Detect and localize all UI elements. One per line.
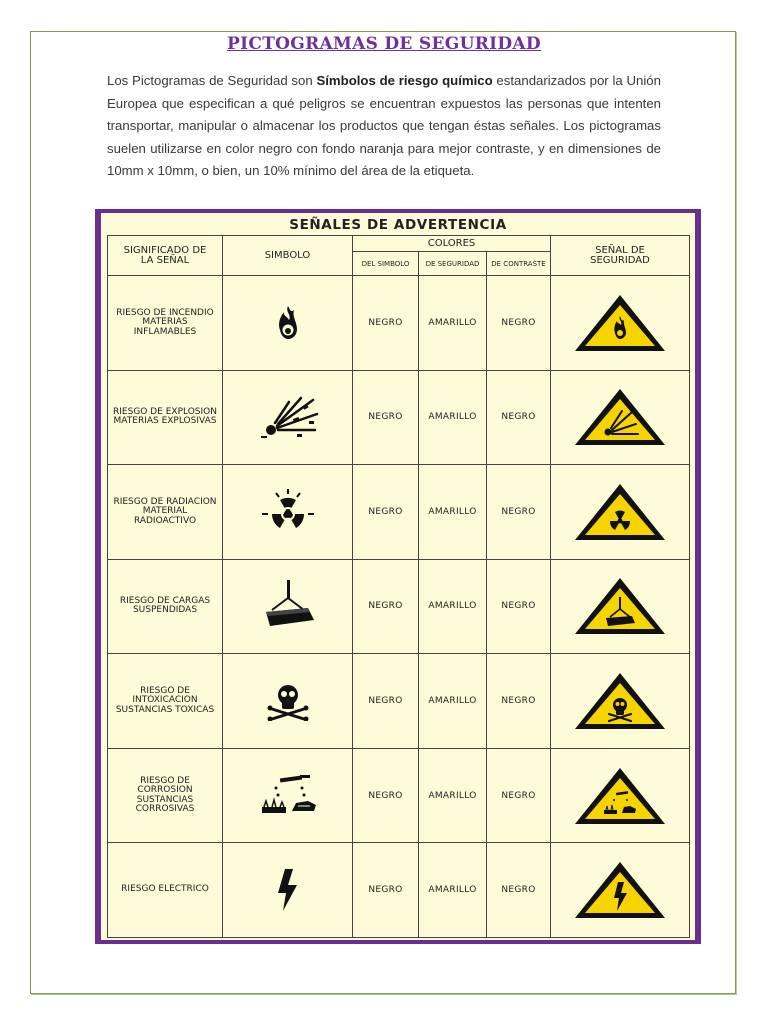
- row-symbol: [223, 559, 353, 654]
- radiation-icon: [258, 487, 318, 537]
- row-symbol: [223, 654, 353, 749]
- row-symbol-color: NEGRO: [353, 843, 419, 938]
- table-row: [108, 654, 690, 749]
- intro-text-end: estandarizados por la Unión Europea que especifican a qué peligros se encuentran expuestos las personas que intenten transportar, manipular o almacenar los productos que tengan éstas señales. Los pictogramas suelen utilizarse en color negro con fondo naranja para mejor contraste, y en dimensiones de 10mm x 10mm, o bien, un 10% mínimo del área de la etiqueta.: [107, 73, 661, 179]
- row-symbol-color: NEGRO: [353, 276, 419, 371]
- corrosion-warning-sign-icon: [572, 765, 668, 827]
- row-safety-color: AMARILLO: [419, 559, 487, 654]
- row-contrast-color: NEGRO: [487, 276, 551, 371]
- suspended-load-warning-sign-icon: [572, 575, 668, 637]
- row-symbol: [223, 843, 353, 938]
- row-contrast-color: NEGRO: [487, 370, 551, 465]
- radiation-warning-sign-icon: [572, 481, 668, 543]
- row-symbol-color: NEGRO: [353, 370, 419, 465]
- row-safety-color: AMARILLO: [419, 465, 487, 560]
- header-row: [108, 236, 690, 252]
- figure-paper: [101, 213, 695, 940]
- header-meaning: SIGNIFICADO DE LA SEÑAL: [108, 236, 223, 276]
- flame-icon: [268, 303, 308, 343]
- row-meaning: RIESGO DE EXPLOSION MATERIAS EXPLOSIVAS: [108, 370, 223, 465]
- table-row: [108, 843, 690, 938]
- header-color-safety: DE SEGURIDAD: [419, 252, 487, 276]
- header-color-contrast: DE CONTRASTE: [487, 252, 551, 276]
- row-sign: [551, 843, 690, 938]
- warning-signs-table: [107, 235, 690, 938]
- row-symbol-color: NEGRO: [353, 748, 419, 843]
- row-symbol-color: NEGRO: [353, 559, 419, 654]
- row-safety-color: AMARILLO: [419, 843, 487, 938]
- row-meaning: RIESGO DE RADIACION MATERIAL RADIOACTIVO: [108, 465, 223, 560]
- table-row: [108, 748, 690, 843]
- corrosion-icon: [256, 773, 320, 819]
- intro-paragraph: [107, 70, 661, 183]
- header-symbol: SIMBOLO: [223, 236, 353, 276]
- row-safety-color: AMARILLO: [419, 276, 487, 371]
- table-row: [108, 559, 690, 654]
- row-sign: [551, 465, 690, 560]
- skull-icon: [266, 681, 310, 721]
- row-sign: [551, 559, 690, 654]
- row-sign: [551, 748, 690, 843]
- table-row: [108, 276, 690, 371]
- lightning-warning-sign-icon: [572, 859, 668, 921]
- intro-bold-term: Símbolos de riesgo químico: [316, 73, 493, 88]
- table-row: [108, 370, 690, 465]
- row-meaning: RIESGO DE CORROSION SUSTANCIAS CORROSIVAS: [108, 748, 223, 843]
- header-color-symbol: DEL SIMBOLO: [353, 252, 419, 276]
- header-sign: SEÑAL DE SEGURIDAD: [551, 236, 690, 276]
- intro-text-start: Los Pictogramas de Seguridad son: [107, 73, 317, 88]
- skull-warning-sign-icon: [572, 670, 668, 732]
- row-symbol-color: NEGRO: [353, 465, 419, 560]
- row-meaning: RIESGO DE INCENDIO MATERIAS INFLAMABLES: [108, 276, 223, 371]
- row-contrast-color: NEGRO: [487, 559, 551, 654]
- figure-title: SEÑALES DE ADVERTENCIA: [289, 217, 507, 233]
- row-sign: [551, 276, 690, 371]
- row-safety-color: AMARILLO: [419, 370, 487, 465]
- explosion-warning-sign-icon: [572, 386, 668, 448]
- row-contrast-color: NEGRO: [487, 843, 551, 938]
- row-sign: [551, 654, 690, 749]
- row-symbol: [223, 370, 353, 465]
- table-row: [108, 465, 690, 560]
- row-sign: [551, 370, 690, 465]
- warning-signs-figure: [95, 209, 701, 944]
- suspended-load-icon: [258, 578, 318, 634]
- row-symbol: [223, 465, 353, 560]
- row-symbol: [223, 748, 353, 843]
- row-meaning: RIESGO DE INTOXICACION SUSTANCIAS TOXICAS: [108, 654, 223, 749]
- page-title: PICTOGRAMAS DE SEGURIDAD: [227, 34, 541, 54]
- explosion-icon: [253, 392, 323, 442]
- row-symbol-color: NEGRO: [353, 654, 419, 749]
- row-meaning: RIESGO DE CARGAS SUSPENDIDAS: [108, 559, 223, 654]
- row-symbol: [223, 276, 353, 371]
- row-contrast-color: NEGRO: [487, 465, 551, 560]
- row-meaning: RIESGO ELECTRICO: [108, 843, 223, 938]
- flame-warning-sign-icon: [572, 292, 668, 354]
- row-safety-color: AMARILLO: [419, 654, 487, 749]
- row-safety-color: AMARILLO: [419, 748, 487, 843]
- row-contrast-color: NEGRO: [487, 748, 551, 843]
- header-colors: COLORES: [353, 236, 551, 252]
- lightning-icon: [273, 867, 303, 913]
- row-contrast-color: NEGRO: [487, 654, 551, 749]
